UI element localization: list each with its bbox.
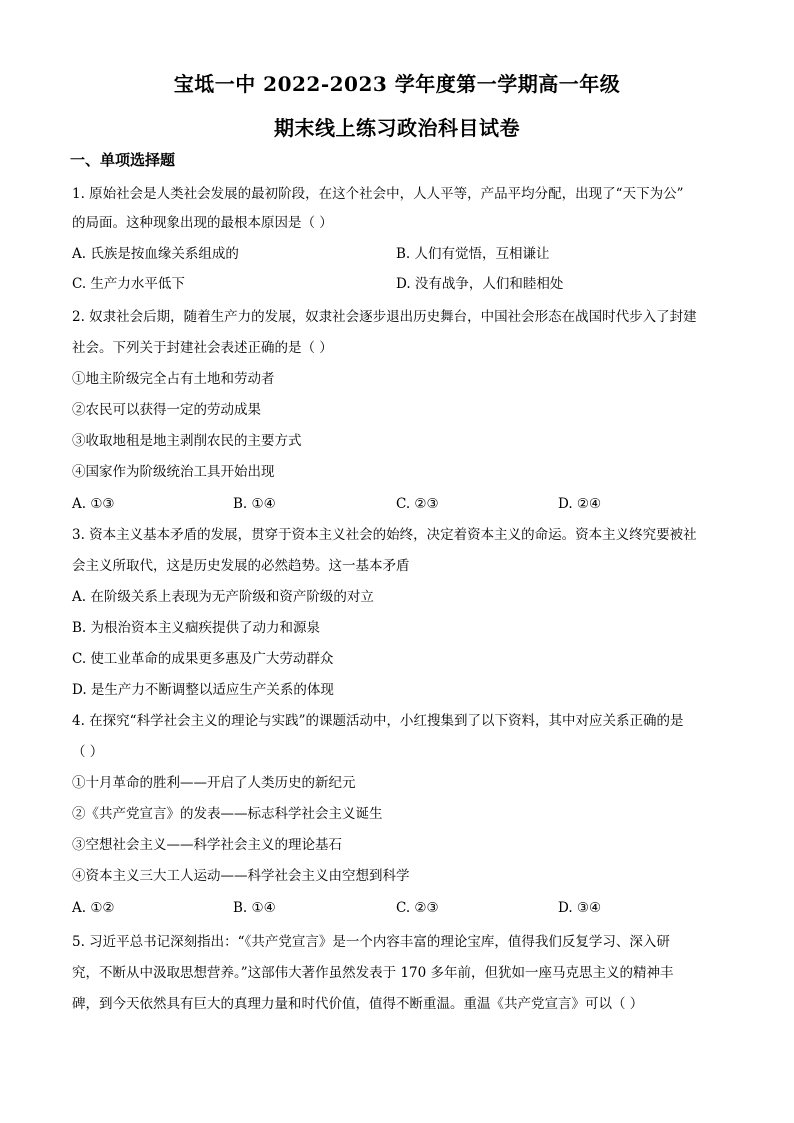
question-2-option-d: D. ②④ <box>558 496 602 512</box>
question-5-line-1: 5. 习近平总书记深刻指出：“《共产党宣言》是一个内容丰富的理论宝库，值得我们反复学习、深入研 <box>72 934 670 950</box>
question-4-line-1: 4. 在探究“科学社会主义的理论与实践”的课题活动中，小红搜集到了以下资料，其中对应关系正确的是 <box>72 713 684 729</box>
question-4-line-2: （ ） <box>72 744 104 760</box>
question-2-statement-3: ③收取地租是地主剥削农民的主要方式 <box>72 433 302 449</box>
question-2-line-2: 社会。下列关于封建社会表述正确的是（ ） <box>72 340 333 356</box>
question-4-option-d: D. ③④ <box>558 900 602 916</box>
question-1-option-b: B. 人们有觉悟，互相谦让 <box>396 246 550 262</box>
question-3-option-c: C. 使工业革命的成果更多惠及广大劳动群众 <box>72 651 334 667</box>
question-2-option-a: A. ①③ <box>72 496 115 512</box>
question-5-line-3: 碑，到今天依然具有巨大的真理力量和时代价值，值得不断重温。重温《共产党宣言》可以（ ） <box>72 996 644 1012</box>
question-2-line-1: 2. 奴隶社会后期，随着生产力的发展，奴隶社会逐步退出历史舞台，中国社会形态在战国时代步入了封建 <box>72 309 697 325</box>
question-4-option-c: C. ②③ <box>396 900 439 916</box>
question-1-line-2: 的局面。这种现象出现的最根本原因是（ ） <box>72 215 333 231</box>
section-heading: 一、单项选择题 <box>70 151 176 169</box>
question-3-option-b: B. 为根治资本主义痼疾提供了动力和源泉 <box>72 620 321 636</box>
question-1-option-c: C. 生产力水平低下 <box>72 276 185 292</box>
question-3-line-2: 会主义所取代，这是历史发展的必然趋势。这一基本矛盾 <box>72 558 410 574</box>
exam-title-line1: 宝坻一中 2022-2023 学年度第一学期高一年级 <box>173 72 621 96</box>
question-2-option-c: C. ②③ <box>396 496 439 512</box>
question-3-option-a: A. 在阶级关系上表现为无产阶级和资产阶级的对立 <box>72 589 374 605</box>
question-4-option-a: A. ①② <box>72 900 115 916</box>
question-3-option-d: D. 是生产力不断调整以适应生产关系的体现 <box>72 682 334 698</box>
question-1-option-a: A. 氏族是按血缘关系组成的 <box>72 246 239 262</box>
question-4-statement-2: ②《共产党宣言》的发表——标志科学社会主义诞生 <box>72 806 383 822</box>
question-4-statement-4: ④资本主义三大工人运动——科学社会主义由空想到科学 <box>72 868 410 884</box>
question-2-option-b: B. ①④ <box>233 496 276 512</box>
question-2-statement-1: ①地主阶级完全占有土地和劳动者 <box>72 371 275 387</box>
question-4-statement-1: ①十月革命的胜利——开启了人类历史的新纪元 <box>72 775 356 791</box>
question-4-statement-3: ③空想社会主义——科学社会主义的理论基石 <box>72 837 342 853</box>
question-3-line-1: 3. 资本主义基本矛盾的发展，贯穿于资本主义社会的始终，决定着资本主义的命运。资本主义终究要被社 <box>72 527 697 543</box>
question-4-option-b: B. ①④ <box>233 900 276 916</box>
exam-title-line2: 期末线上练习政治科目试卷 <box>274 116 520 140</box>
question-1-line-1: 1. 原始社会是人类社会发展的最初阶段，在这个社会中，人人平等，产品平均分配，出现了“天下为公” <box>72 186 684 202</box>
question-1-option-d: D. 没有战争，人们和睦相处 <box>396 276 564 292</box>
question-5-line-2: 究，不断从中汲取思想营养。”这部伟大著作虽然发表于 170 多年前，但犹如一座马克思主义的精神丰 <box>72 965 674 981</box>
question-2-statement-4: ④国家作为阶级统治工具开始出现 <box>72 464 275 480</box>
question-2-statement-2: ②农民可以获得一定的劳动成果 <box>72 402 261 418</box>
